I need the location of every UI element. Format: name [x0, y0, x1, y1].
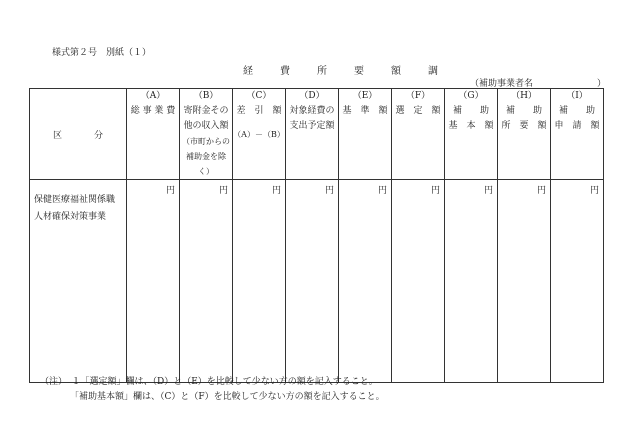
- amount-cell-a[interactable]: 円: [127, 180, 180, 383]
- amount-cell-d[interactable]: 円: [286, 180, 339, 383]
- form-id: 様式第２号 別紙（１）: [52, 48, 152, 58]
- column-header-i: [551, 89, 604, 180]
- column-label: 基 本 額: [448, 121, 494, 131]
- applicant-label: （補助事業者名: [470, 79, 534, 89]
- amount-cell-f[interactable]: 円: [392, 180, 445, 383]
- column-letter: （I）: [566, 91, 588, 101]
- title-char: 経: [243, 66, 254, 77]
- column-label: 所 要 額: [501, 121, 547, 131]
- kubun-header: [30, 89, 127, 180]
- column-label: （市町からの: [182, 137, 230, 146]
- column-label: 基 準 額: [342, 106, 388, 116]
- column-label: 支出予定額: [289, 121, 335, 131]
- column-letter: （G）: [458, 91, 484, 101]
- column-label: 対象経費の: [289, 106, 335, 116]
- title-char: 調: [428, 66, 439, 77]
- expense-table: [29, 88, 604, 383]
- column-header-c: [233, 89, 286, 180]
- title-char: 額: [391, 66, 402, 77]
- amount-cell-i[interactable]: 円: [551, 180, 604, 383]
- column-label: 補 助: [558, 106, 595, 116]
- amount-cell-g[interactable]: 円: [445, 180, 498, 383]
- column-header-b: [180, 89, 233, 180]
- amount-cell-e[interactable]: 円: [339, 180, 392, 383]
- column-label: 差 引 額: [236, 106, 282, 116]
- column-letter: （D）: [299, 91, 325, 101]
- kubun-char: 区: [52, 130, 62, 141]
- column-letter: （E）: [352, 91, 378, 101]
- column-label: 他の収入額: [183, 121, 229, 131]
- column-letter: （B）: [193, 91, 219, 101]
- column-header-d: [286, 89, 339, 180]
- column-header-h: [498, 89, 551, 180]
- column-label: 選 定 額: [395, 106, 441, 116]
- column-letter: （C）: [246, 91, 272, 101]
- column-label: 申 請 額: [554, 121, 600, 131]
- column-letter: （H）: [511, 91, 537, 101]
- column-label: （A）－（B）: [233, 130, 285, 139]
- column-label: 寄附金その: [183, 106, 229, 116]
- column-header-e: [339, 89, 392, 180]
- title-char: 所: [317, 66, 328, 77]
- column-label: 補 助: [505, 106, 542, 116]
- column-label: 補 助: [452, 106, 489, 116]
- note-line: （注） １「選定額」欄は、（D）と（E）を比較して少ない方の額を記入すること。: [40, 377, 378, 387]
- title-char: 要: [354, 66, 365, 77]
- column-letter: （F）: [405, 91, 431, 101]
- column-letter: （A）: [140, 91, 166, 101]
- amount-cell-c[interactable]: 円: [233, 180, 286, 383]
- page-title: [243, 62, 439, 77]
- column-header-a: [127, 89, 180, 180]
- column-label: く）: [198, 167, 214, 176]
- notes: [40, 375, 385, 405]
- kubun-char: 分: [94, 130, 104, 141]
- table-row: [30, 180, 604, 383]
- header-row: [30, 89, 604, 180]
- amount-cell-b[interactable]: 円: [180, 180, 233, 383]
- note-line: 「補助基本額」欄は、（C）と（F）を比較して少ない方の額を記入すること。: [70, 392, 385, 402]
- amount-cell-h[interactable]: 円: [498, 180, 551, 383]
- item-name: 保健医療福祉関係職人材確保対策事業: [30, 180, 127, 383]
- column-label: 総 事 業 費: [130, 106, 176, 116]
- title-char: 費: [280, 66, 291, 77]
- applicant-close: ）: [597, 79, 607, 89]
- column-label: 補助金を除: [186, 152, 226, 161]
- column-header-f: [392, 89, 445, 180]
- column-header-g: [445, 89, 498, 180]
